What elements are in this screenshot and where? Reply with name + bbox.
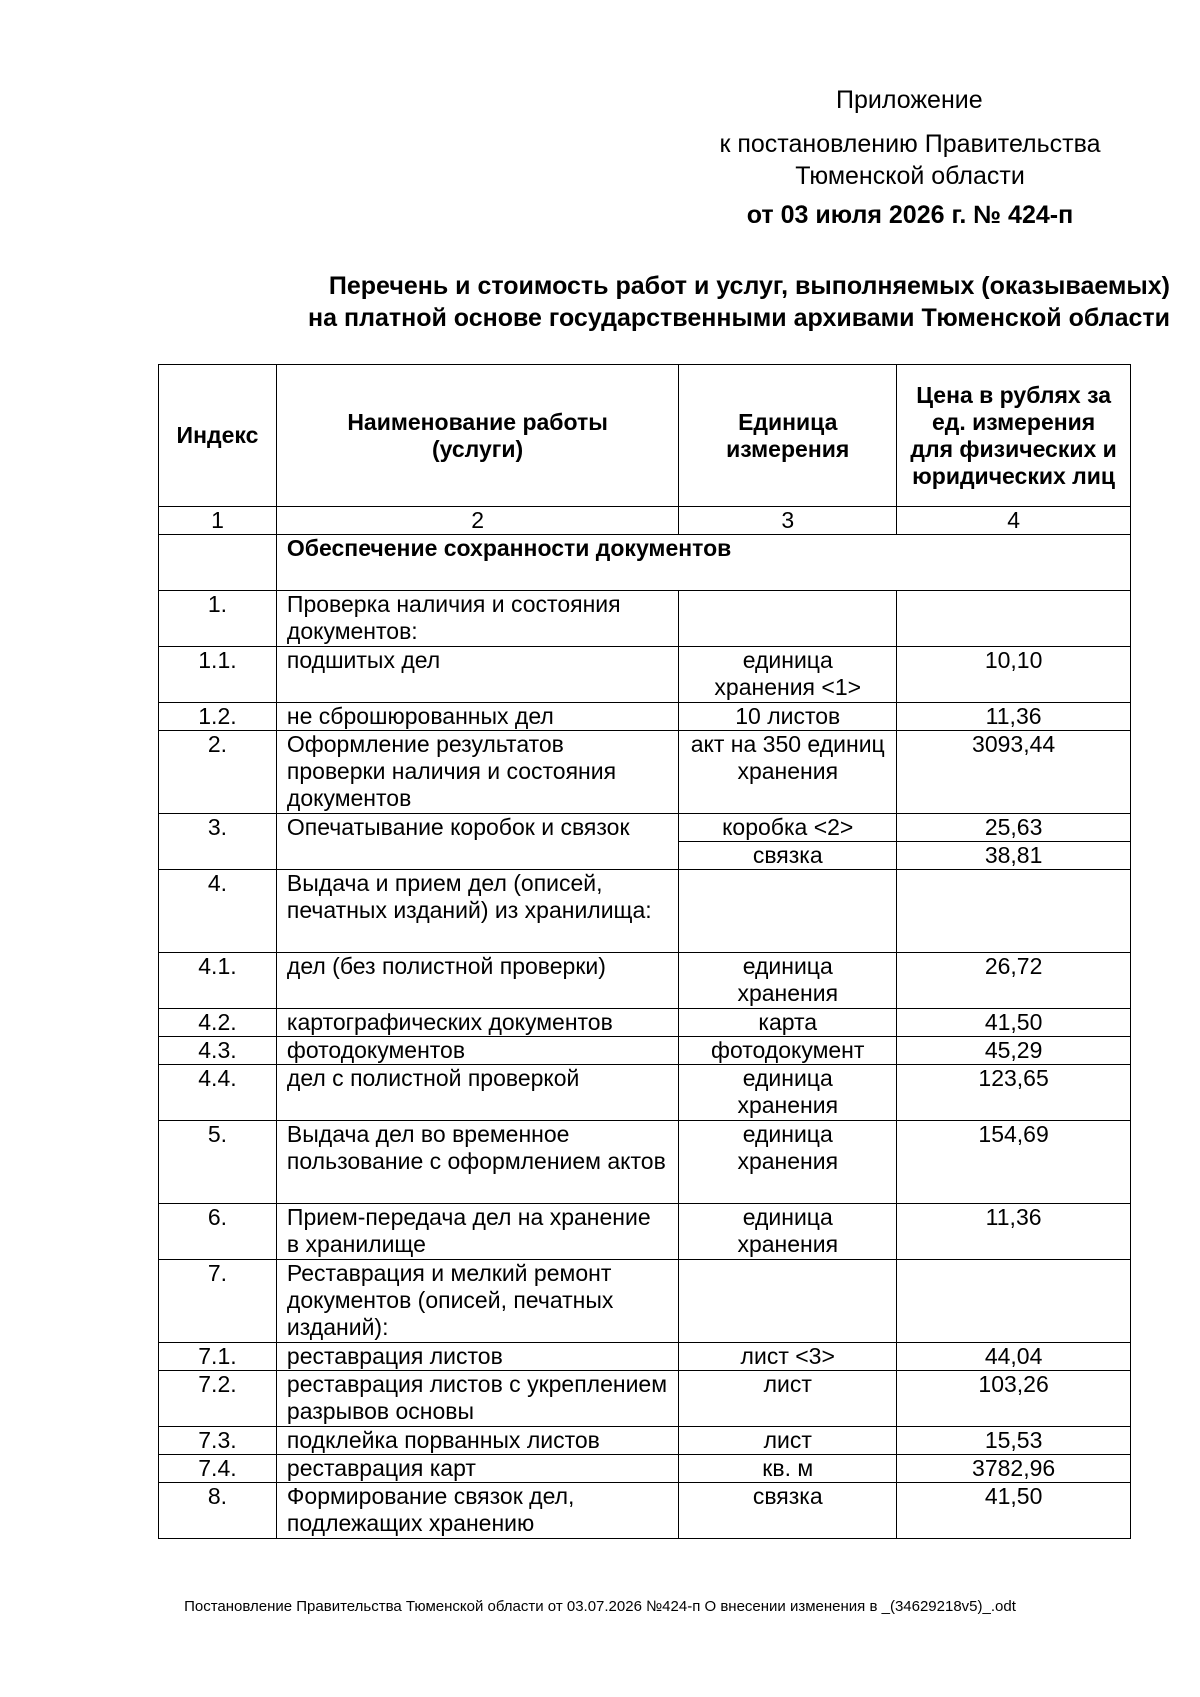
- row-name: Формирование связок дел, подлежащих хранению: [276, 1483, 678, 1539]
- table-row: [159, 1121, 1131, 1204]
- row-index: 6.: [159, 1204, 277, 1260]
- row-name: Оформление результатов проверки наличия и состояния документов: [276, 731, 678, 814]
- row-unit: единица хранения: [679, 1204, 897, 1260]
- table-row: [159, 1427, 1131, 1455]
- table-row: [159, 647, 1131, 703]
- row-index: 5.: [159, 1121, 277, 1204]
- row-index: 4.2.: [159, 1009, 277, 1037]
- header-index: Индекс: [159, 365, 277, 507]
- row-index: 7.: [159, 1260, 277, 1343]
- row-name: подшитых дел: [276, 647, 678, 703]
- table-row: [159, 1009, 1131, 1037]
- row-unit: связка: [679, 842, 897, 870]
- row-name: дел (без полистной проверки): [276, 953, 678, 1009]
- row-price: 45,29: [897, 1037, 1131, 1065]
- row-price: 3782,96: [897, 1455, 1131, 1483]
- row-price: 44,04: [897, 1343, 1131, 1371]
- row-name: фотодокументов: [276, 1037, 678, 1065]
- row-price: 154,69: [897, 1121, 1131, 1204]
- row-price: 15,53: [897, 1427, 1131, 1455]
- row-index: 7.4.: [159, 1455, 277, 1483]
- row-unit: связка: [679, 1483, 897, 1539]
- row-index: 1.2.: [159, 703, 277, 731]
- table-row: [159, 1204, 1131, 1260]
- row-index: 7.2.: [159, 1371, 277, 1427]
- row-price: [897, 591, 1131, 647]
- column-number-row: [159, 507, 1131, 535]
- row-price: [897, 1260, 1131, 1343]
- table-row: [159, 731, 1131, 814]
- column-number: 3: [679, 507, 897, 535]
- row-price: 3093,44: [897, 731, 1131, 814]
- row-price: [897, 870, 1131, 953]
- row-unit: коробка <2>: [679, 814, 897, 842]
- row-unit: [679, 1260, 897, 1343]
- document-title: [160, 270, 1170, 334]
- row-name: подклейка порванных листов: [276, 1427, 678, 1455]
- table-row: [159, 870, 1131, 953]
- header-price: Цена в рублях за ед. измерения для физических и юридических лиц: [897, 365, 1131, 507]
- row-name: реставрация листов: [276, 1343, 678, 1371]
- row-name: реставрация листов с укреплением разрывов основы: [276, 1371, 678, 1427]
- row-unit: единица хранения: [679, 953, 897, 1009]
- row-index: 8.: [159, 1483, 277, 1539]
- header-unit: Единица измерения: [679, 365, 897, 507]
- row-name: не сброшюрованных дел: [276, 703, 678, 731]
- row-price: 25,63: [897, 814, 1131, 842]
- appendix-line-1: к постановлению Правительства: [719, 130, 1101, 158]
- row-name: Выдача и прием дел (описей, печатных изданий) из хранилища:: [276, 870, 678, 953]
- table-row: [159, 814, 1131, 842]
- row-name: реставрация карт: [276, 1455, 678, 1483]
- table-row: [159, 591, 1131, 647]
- row-index: 4.1.: [159, 953, 277, 1009]
- row-unit: [679, 870, 897, 953]
- row-unit: кв. м: [679, 1455, 897, 1483]
- row-price: 38,81: [897, 842, 1131, 870]
- row-price: 41,50: [897, 1483, 1131, 1539]
- row-name: Прием-передача дел на хранение в хранилище: [276, 1204, 678, 1260]
- header-name: Наименование работы (услуги): [276, 365, 678, 507]
- row-index: 1.1.: [159, 647, 277, 703]
- appendix-date: от 03 июля 2026 г. № 424-п: [746, 201, 1074, 229]
- row-unit: лист <3>: [679, 1343, 897, 1371]
- row-unit: единица хранения <1>: [679, 647, 897, 703]
- table-row: [159, 1343, 1131, 1371]
- row-price: 103,26: [897, 1371, 1131, 1427]
- footer-filename: Постановление Правительства Тюменской области от 03.07.2026 №424-п О внесении изменения в _(34629218v5)_.odt: [184, 1598, 1016, 1615]
- row-name: Проверка наличия и состояния документов:: [276, 591, 678, 647]
- row-name: Реставрация и мелкий ремонт документов (описей, печатных изданий):: [276, 1260, 678, 1343]
- table-row: [159, 1037, 1131, 1065]
- row-unit: 10 листов: [679, 703, 897, 731]
- price-table: [158, 364, 1131, 1539]
- table-row: [159, 953, 1131, 1009]
- table-row: [159, 1260, 1131, 1343]
- row-price: 41,50: [897, 1009, 1131, 1037]
- row-unit: карта: [679, 1009, 897, 1037]
- column-number: 2: [276, 507, 678, 535]
- row-price: 123,65: [897, 1065, 1131, 1121]
- header-row: [159, 365, 1131, 507]
- row-index: 4.: [159, 870, 277, 953]
- row-index: 2.: [159, 731, 277, 814]
- row-unit: единица хранения: [679, 1065, 897, 1121]
- table-row: [159, 1483, 1131, 1539]
- row-index: 4.3.: [159, 1037, 277, 1065]
- row-unit: лист: [679, 1427, 897, 1455]
- row-price: 11,36: [897, 1204, 1131, 1260]
- row-name: картографических документов: [276, 1009, 678, 1037]
- row-index: 3.: [159, 814, 277, 870]
- document-title-line-1: Перечень и стоимость работ и услуг, выполняемых (оказываемых): [328, 272, 1170, 300]
- row-name: Выдача дел во временное пользование с оформлением актов: [276, 1121, 678, 1204]
- row-name: дел с полистной проверкой: [276, 1065, 678, 1121]
- appendix-reference: [700, 128, 1120, 192]
- row-unit: единица хранения: [679, 1121, 897, 1204]
- row-price: 10,10: [897, 647, 1131, 703]
- row-name: Опечатывание коробок и связок: [276, 814, 678, 870]
- row-unit: фотодокумент: [679, 1037, 897, 1065]
- table-row: [159, 1065, 1131, 1121]
- row-unit: лист: [679, 1371, 897, 1427]
- row-index: 1.: [159, 591, 277, 647]
- column-number: 1: [159, 507, 277, 535]
- row-price: 11,36: [897, 703, 1131, 731]
- row-index: 4.4.: [159, 1065, 277, 1121]
- table-row: [159, 1455, 1131, 1483]
- row-price: 26,72: [897, 953, 1131, 1009]
- section-index-cell: [159, 535, 277, 591]
- row-index: 7.1.: [159, 1343, 277, 1371]
- appendix-line-2: Тюменской области: [795, 162, 1025, 190]
- table-row: [159, 703, 1131, 731]
- row-unit: [679, 591, 897, 647]
- section-row: [159, 535, 1131, 591]
- appendix-title: Приложение: [836, 86, 983, 114]
- row-index: 7.3.: [159, 1427, 277, 1455]
- section-title: Обеспечение сохранности документов: [276, 535, 1130, 591]
- document-title-line-2: на платной основе государственными архивами Тюменской области: [308, 304, 1170, 332]
- column-number: 4: [897, 507, 1131, 535]
- table-row: [159, 1371, 1131, 1427]
- row-unit: акт на 350 единиц хранения: [679, 731, 897, 814]
